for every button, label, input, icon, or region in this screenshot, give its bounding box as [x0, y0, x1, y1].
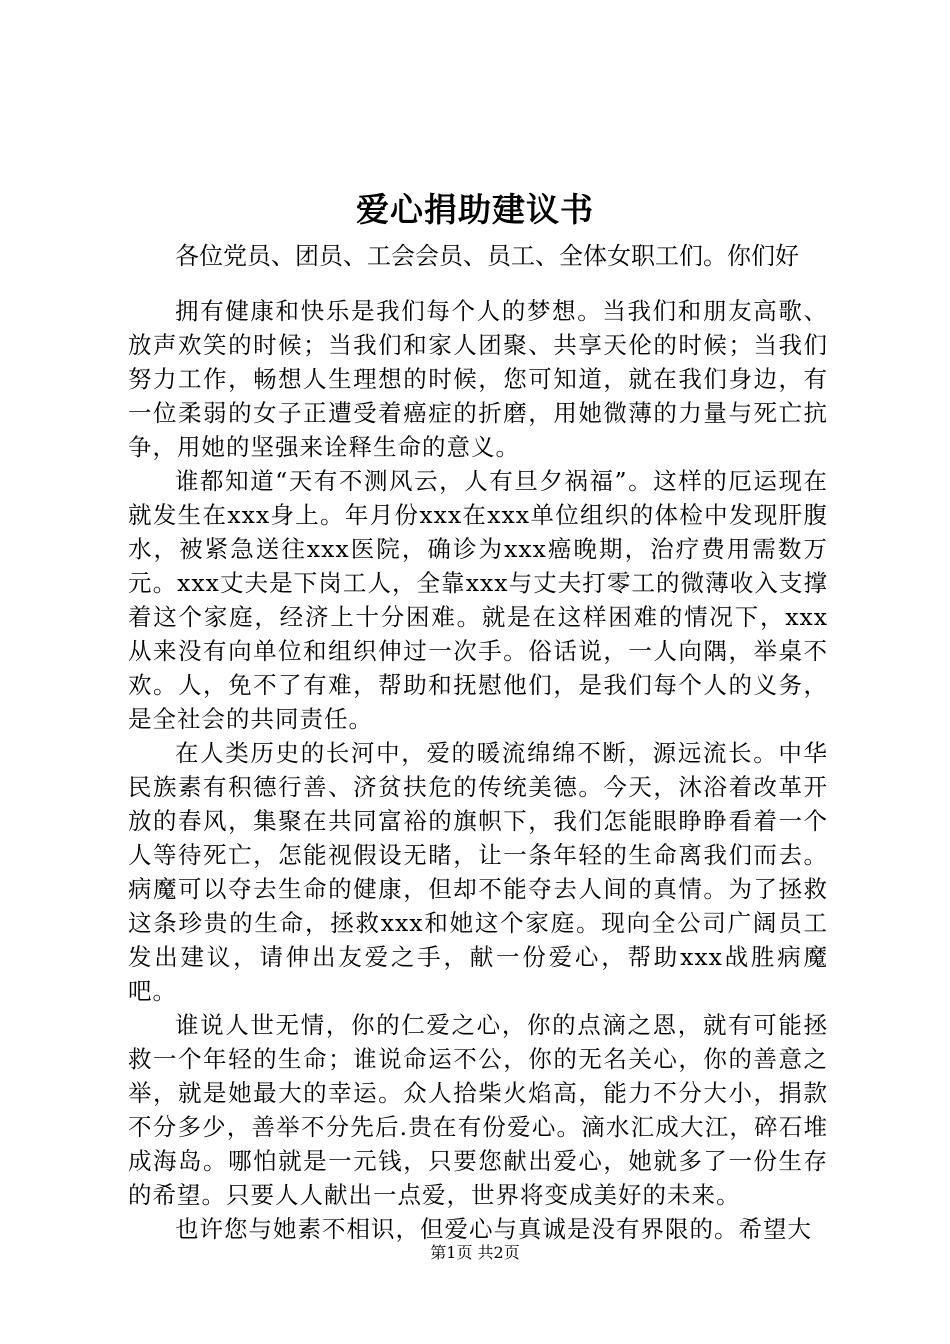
- document-title: 爱心捐助建议书: [356, 190, 594, 229]
- salutation: 各位党员、团员、工会会员、员工、全体女职工们。你们好: [175, 242, 799, 270]
- paragraph: 也许您与她素不相识，但爱心与真诚是没有界限的。希望大: [175, 1215, 812, 1243]
- paragraph: 拥有健康和快乐是我们每个人的梦想。当我们和朋友高歌、放声欢笑的时候；当我们和家人团聚、共享天伦的时候；当我们努力工作，畅想人生理想的时候，您可知道，就在我们身边，有一位柔弱的女子正遭受着癌症的折磨，用她微薄的力量与死亡抗争，用她的坚强来诠释生命的意义。: [128, 297, 828, 461]
- page-footer: 第1页 共2页: [430, 1243, 520, 1262]
- paragraph: 谁说人世无情，你的仁爱之心，你的点滴之恩，就有可能拯救一个年轻的生命；谁说命运不公，你的无名关心，你的善意之举，就是她最大的幸运。众人拾柴火焰高，能力不分大小，捐款不分多少，善举不分先后.贵在有份爱心。滴水汇成大江，碎石堆成海岛。哪怕就是一元钱，只要您献出爱心，她就多了一份生存的希望。只要人人献出一点爱，世界将变成美好的未来。: [128, 1011, 828, 1209]
- paragraph: 在人类历史的长河中，爱的暖流绵绵不断，源远流长。中华民族素有积德行善、济贫扶危的传统美德。今天，沐浴着改革开放的春风，集聚在共同富裕的旗帜下，我们怎能眼睁睁看着一个人等待死亡，怎能视假设无睹，让一条年轻的生命离我们而去。病魔可以夺去生命的健康，但却不能夺去人间的真情。为了拯救这条珍贵的生命，拯救xxx和她这个家庭。现向全公司广阔员工发出建议，请伸出友爱之手，献一份爱心，帮助xxx战胜病魔吧。: [128, 739, 828, 1005]
- document-body: [128, 294, 828, 1246]
- paragraph: 谁都知道“天有不测风云，人有旦夕祸福”。这样的厄运现在就发生在xxx身上。年月份xxx在xxx单位组织的体检中发现肝腹水，被紧急送往xxx医院，确诊为xxx癌晚期，治疗费用需数万元。xxx丈夫是下岗工人，全靠xxx与丈夫打零工的微薄收入支撑着这个家庭，经济上十分困难。就是在这样困难的情况下，xxx从来没有向单位和组织伸过一次手。俗话说，一人向隅，举桌不欢。人，免不了有难，帮助和抚慰他们，是我们每个人的义务，是全社会的共同责任。: [128, 467, 828, 733]
